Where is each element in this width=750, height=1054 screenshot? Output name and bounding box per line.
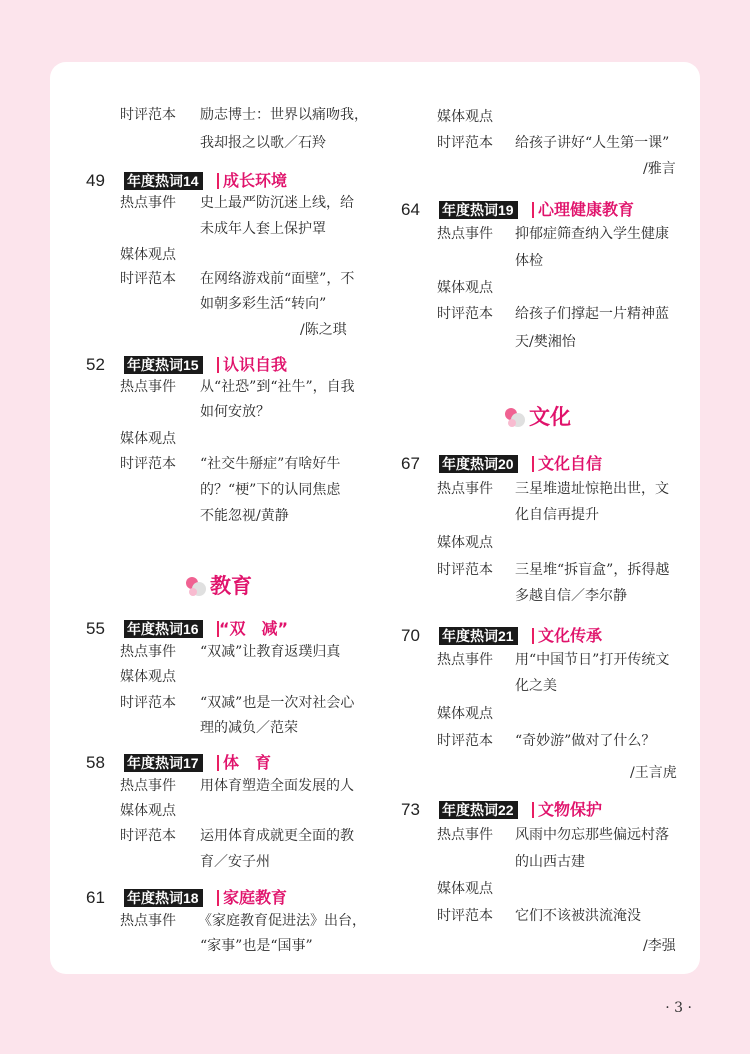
sample-line: 给孩子们撑起一片精神蓝: [515, 306, 669, 322]
section-70-header: [401, 625, 691, 647]
sample-label: 时评范本: [120, 107, 176, 123]
sample-line: 天/樊湘怡: [515, 334, 576, 350]
tag-label: 年度热词: [442, 202, 498, 218]
event-label: 热点事件: [437, 481, 493, 497]
sample-label: 时评范本: [437, 908, 493, 924]
tag-label: 年度热词: [127, 890, 183, 906]
sample-label: 时评范本: [120, 695, 176, 711]
tag-number: 17: [183, 755, 199, 771]
event-label: 热点事件: [120, 644, 176, 660]
media-label: 媒体观点: [120, 669, 176, 685]
event-line: 如何安放？: [200, 404, 270, 420]
media-label: 媒体观点: [120, 803, 176, 819]
event-label: 热点事件: [437, 827, 493, 843]
event-label: 热点事件: [120, 913, 176, 929]
event-line: 化之美: [515, 678, 557, 694]
sample-line: 多越自信／李尔静: [515, 588, 627, 604]
section-58-header: [86, 752, 376, 774]
tag-label: 年度热词: [127, 755, 183, 771]
media-label: 媒体观点: [120, 431, 176, 447]
tag-number: 15: [183, 357, 199, 373]
section-page-number: 73: [401, 800, 420, 819]
section-64-header: [401, 199, 691, 221]
category-title: 文化: [529, 405, 571, 429]
section-52-header: [86, 354, 376, 376]
section-topic: 文化自信: [538, 454, 603, 473]
sample-label: 时评范本: [437, 562, 493, 578]
event-line: 三星堆遗址惊艳出世，文: [515, 481, 669, 497]
event-line: 从“社恐”到“社牛”，自我: [200, 379, 355, 395]
sample-line: 理的减负／范荣: [200, 720, 298, 736]
event-line: 未成年人套上保护罩: [200, 221, 326, 237]
author: /雅言: [643, 161, 676, 177]
author: /陈之琪: [300, 322, 347, 338]
media-label: 媒体观点: [437, 706, 493, 722]
tag-number: 20: [498, 456, 514, 472]
event-line: “双减”让教育返璞归真: [200, 644, 341, 660]
sample-label: 时评范本: [437, 135, 493, 151]
tag-label: 年度热词: [442, 628, 498, 644]
event-line: 《家庭教育促进法》出台，: [198, 913, 366, 929]
sample-label: 时评范本: [437, 733, 493, 749]
keyword-tag: [439, 455, 518, 473]
keyword-tag: [439, 801, 518, 819]
section-page-number: 55: [86, 619, 105, 638]
tag-number: 19: [498, 202, 514, 218]
sample-line: 如朝多彩生活“转向”: [200, 296, 327, 312]
section-topic: 家庭教育: [223, 888, 288, 907]
accent-bar: [532, 456, 534, 472]
accent-bar: [532, 802, 534, 818]
author: /王言虎: [630, 765, 677, 781]
sample-line: 在网络游戏前“面壁”，不: [200, 271, 355, 287]
sample-label: 时评范本: [437, 306, 493, 322]
sample-line: 运用体育成就更全面的教: [200, 828, 354, 844]
section-topic: 文化传承: [538, 626, 603, 645]
section-topic: 成长环境: [223, 171, 288, 190]
sample-line: 育／安子州: [200, 854, 270, 870]
sample-line: “双减”也是一次对社会心: [200, 695, 355, 711]
sample-line: 我却报之以歌／石羚: [200, 135, 326, 151]
event-line: 风雨中勿忘那些偏远村落: [515, 827, 669, 843]
event-line: 化自信再提升: [515, 507, 599, 523]
tag-label: 年度热词: [127, 357, 183, 373]
tag-number: 22: [498, 802, 514, 818]
section-page-number: 52: [86, 355, 105, 374]
accent-bar: [217, 173, 219, 189]
section-61-header: [86, 887, 376, 909]
sample-line: “社交牛掰症”有啥好牛: [200, 456, 341, 472]
keyword-tag: [124, 889, 203, 907]
sample-label: 时评范本: [120, 456, 176, 472]
accent-bar: [532, 628, 534, 644]
event-line: 用体育塑造全面发展的人: [200, 778, 354, 794]
event-label: 热点事件: [120, 195, 176, 211]
keyword-tag: [439, 627, 518, 645]
section-49-header: [86, 170, 376, 192]
section-page-number: 58: [86, 753, 105, 772]
content-card: [50, 62, 700, 974]
accent-bar: [217, 755, 219, 771]
sample-label: 时评范本: [120, 828, 176, 844]
accent-bar: [532, 202, 534, 218]
tag-label: 年度热词: [442, 802, 498, 818]
event-line: 的山西古建: [515, 854, 585, 870]
category-education: [184, 571, 304, 601]
section-67-header: [401, 453, 691, 475]
tag-number: 16: [183, 621, 199, 637]
sample-line: 三星堆“拆盲盒”，拆得越: [515, 562, 670, 578]
keyword-tag: [124, 172, 203, 190]
section-73-header: [401, 799, 691, 821]
section-page-number: 64: [401, 200, 420, 219]
event-line: 体检: [515, 253, 543, 269]
section-page-number: 67: [401, 454, 420, 473]
sample-line: 给孩子讲好“人生第一课”: [515, 135, 670, 151]
section-page-number: 70: [401, 626, 420, 645]
sample-line: 它们不该被洪流淹没: [515, 908, 641, 924]
tag-label: 年度热词: [127, 621, 183, 637]
section-topic: 文物保护: [538, 800, 603, 819]
section-topic: 体 育: [223, 753, 272, 772]
media-label: 媒体观点: [120, 247, 176, 263]
keyword-tag: [124, 620, 203, 638]
event-label: 热点事件: [120, 778, 176, 794]
event-label: 热点事件: [437, 652, 493, 668]
media-label: 媒体观点: [437, 109, 493, 125]
section-page-number: 61: [86, 888, 105, 907]
sample-line: 不能忽视/黄静: [200, 508, 289, 524]
tag-label: 年度热词: [442, 456, 498, 472]
event-label: 热点事件: [120, 379, 176, 395]
tag-number: 14: [183, 173, 199, 189]
tag-number: 18: [183, 890, 199, 906]
category-culture: [503, 402, 623, 432]
section-55-header: [86, 618, 376, 640]
media-label: 媒体观点: [437, 280, 493, 296]
section-topic: 心理健康教育: [538, 200, 635, 219]
sample-line: “奇妙游”做对了什么？: [515, 733, 656, 749]
category-title: 教育: [210, 574, 252, 598]
section-page-number: 49: [86, 171, 105, 190]
sample-label: 时评范本: [120, 271, 176, 287]
keyword-tag: [124, 356, 203, 374]
event-line: 史上最严防沉迷上线，给: [200, 195, 354, 211]
keyword-tag: [124, 754, 203, 772]
accent-bar: [217, 357, 219, 373]
event-label: 热点事件: [437, 226, 493, 242]
sample-line: 的？“梗”下的认同焦虑: [200, 482, 341, 498]
section-topic: “双 减”: [219, 619, 289, 638]
media-label: 媒体观点: [437, 535, 493, 551]
section-topic: 认识自我: [223, 355, 288, 374]
event-line: 抑郁症筛查纳入学生健康: [515, 226, 669, 242]
page-number: · 3 ·: [665, 1000, 692, 1016]
author: /李强: [643, 938, 676, 954]
sample-line: 励志博士：世界以痛吻我，: [200, 107, 368, 123]
event-line: “家事”也是“国事”: [200, 938, 313, 954]
keyword-tag: [439, 201, 518, 219]
accent-bar: [217, 890, 219, 906]
event-line: 用“中国节日”打开传统文: [515, 652, 670, 668]
tag-label: 年度热词: [127, 173, 183, 189]
media-label: 媒体观点: [437, 881, 493, 897]
tag-number: 21: [498, 628, 514, 644]
